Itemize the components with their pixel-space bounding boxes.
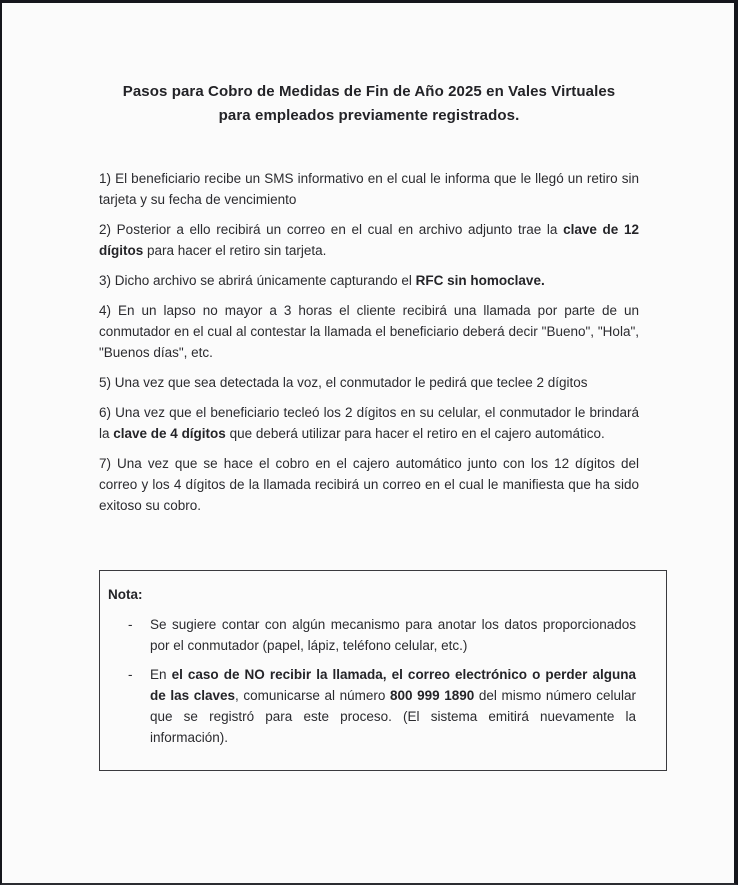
text: En bbox=[150, 667, 172, 682]
text: 4) En un lapso no mayor a 3 horas el cliente recibirá una llamada por parte de un conmutador en el cual al contestar la llamada el beneficiario deberá decir "Bueno", "Hola", "Buenos días", etc. bbox=[99, 303, 639, 360]
note-box bbox=[99, 570, 667, 771]
bold-text: clave de 12 dígitos bbox=[99, 222, 639, 258]
step-paragraph bbox=[99, 219, 639, 261]
note-bullet-list bbox=[108, 614, 636, 748]
document-content bbox=[2, 3, 639, 771]
text: 7) Una vez que se hace el cobro en el cajero automático junto con los 12 dígitos del correo y los 4 dígitos de la llamada recibirá un correo en el cual le manifiesta que ha sido exitoso su cobro. bbox=[99, 456, 639, 513]
bold-text: clave de 4 dígitos bbox=[113, 426, 226, 441]
step-paragraph bbox=[99, 402, 639, 444]
title-line-2: para empleados previamente registrados. bbox=[218, 107, 520, 124]
text: que deberá utilizar para hacer el retiro en el cajero automático. bbox=[225, 426, 605, 441]
text: Se sugiere contar con algún mecanismo para anotar los datos proporcionados por el conmutador (papel, lápiz, teléfono celular, etc.) bbox=[150, 617, 636, 653]
text: 5) Una vez que sea detectada la voz, el conmutador le pedirá que teclee 2 dígitos bbox=[99, 375, 588, 390]
text: 3) Dicho archivo se abrirá únicamente capturando el bbox=[99, 273, 416, 288]
text: 2) Posterior a ello recibirá un correo en el cual en archivo adjunto trae la bbox=[99, 222, 564, 237]
text: 6) Una vez que el beneficiario tecleó los 2 dígitos en su celular, el conmutador le brindará la bbox=[99, 405, 639, 441]
bold-text: RFC sin homoclave. bbox=[415, 273, 545, 288]
note-label: Nota: bbox=[108, 587, 143, 602]
bullet-marker: - bbox=[128, 617, 133, 632]
step-paragraph bbox=[99, 453, 639, 516]
steps-list bbox=[99, 168, 639, 516]
text: del mismo número celular que se registró para este proceso. (El sistema emitirá nuevamente la información). bbox=[150, 688, 636, 745]
step-paragraph bbox=[99, 168, 639, 210]
bullet-marker: - bbox=[128, 667, 133, 682]
title-line-1: Pasos para Cobro de Medidas de Fin de Año 2025 en Vales Virtuales bbox=[122, 83, 616, 100]
document-title bbox=[99, 80, 639, 128]
text: , comunicarse al número bbox=[235, 688, 390, 703]
note-bullet bbox=[108, 664, 636, 748]
step-paragraph bbox=[99, 270, 639, 291]
bold-text: 800 999 1890 bbox=[389, 688, 475, 703]
text: para hacer el retiro sin tarjeta. bbox=[143, 243, 327, 258]
step-paragraph bbox=[99, 372, 639, 393]
step-paragraph bbox=[99, 300, 639, 363]
text: 1) El beneficiario recibe un SMS informativo en el cual le informa que le llegó un retiro sin tarjeta y su fecha de vencimiento bbox=[99, 171, 639, 207]
bullet-text bbox=[150, 664, 636, 748]
bullet-text bbox=[150, 614, 636, 656]
note-bullet bbox=[108, 614, 636, 656]
bold-text: el caso de NO recibir la llamada, el correo electrónico o perder alguna de las claves bbox=[150, 667, 636, 703]
